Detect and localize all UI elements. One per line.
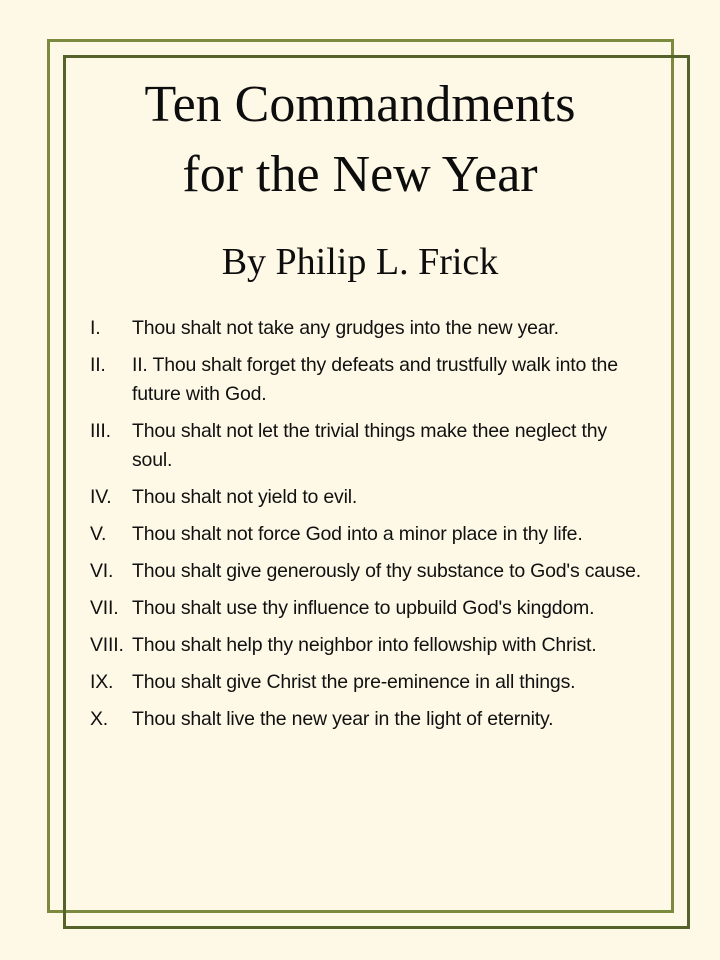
commandment-text: Thou shalt give Christ the pre-eminence in all things. — [132, 671, 576, 693]
commandment-numeral: IV. — [90, 486, 112, 508]
commandment-item — [90, 594, 650, 623]
title-line-2: for the New Year — [182, 146, 538, 203]
commandment-text: Thou shalt live the new year in the light of eternity. — [132, 708, 554, 730]
commandments-list — [90, 314, 650, 742]
commandment-text: Thou shalt help thy neighbor into fellowship with Christ. — [132, 634, 597, 656]
commandment-numeral: III. — [90, 420, 111, 442]
commandment-item — [90, 417, 650, 475]
commandment-item — [90, 520, 650, 549]
author-byline: By Philip L. Frick — [221, 241, 499, 283]
commandment-item — [90, 314, 650, 343]
commandment-item — [90, 351, 650, 409]
commandment-item — [90, 483, 650, 512]
commandment-numeral: I. — [90, 317, 101, 339]
commandment-item — [90, 668, 650, 697]
commandment-text: Thou shalt give generously of thy substance to God's cause. — [132, 560, 641, 582]
commandment-item — [90, 631, 650, 660]
title-line-1: Ten Commandments — [144, 76, 576, 133]
commandment-numeral: VI. — [90, 560, 114, 582]
commandment-numeral: VII. — [90, 597, 119, 619]
commandment-text: Thou shalt not yield to evil. — [132, 486, 358, 508]
commandment-item — [90, 557, 650, 586]
commandment-text: Thou shalt not let the trivial things make thee neglect thy soul. — [132, 420, 607, 471]
commandment-text: Thou shalt not force God into a minor place in thy life. — [132, 523, 583, 545]
commandment-text: II. Thou shalt forget thy defeats and trustfully walk into the future with God. — [132, 354, 618, 405]
commandment-text: Thou shalt not take any grudges into the new year. — [132, 317, 559, 339]
commandment-numeral: II. — [90, 354, 106, 376]
commandment-text: Thou shalt use thy influence to upbuild God's kingdom. — [132, 597, 595, 619]
commandment-numeral: IX. — [90, 671, 114, 693]
commandment-numeral: VIII. — [90, 634, 124, 656]
commandment-numeral: X. — [90, 708, 109, 730]
page-title — [0, 70, 720, 210]
commandment-item — [90, 705, 650, 734]
commandment-numeral: V. — [90, 523, 107, 545]
